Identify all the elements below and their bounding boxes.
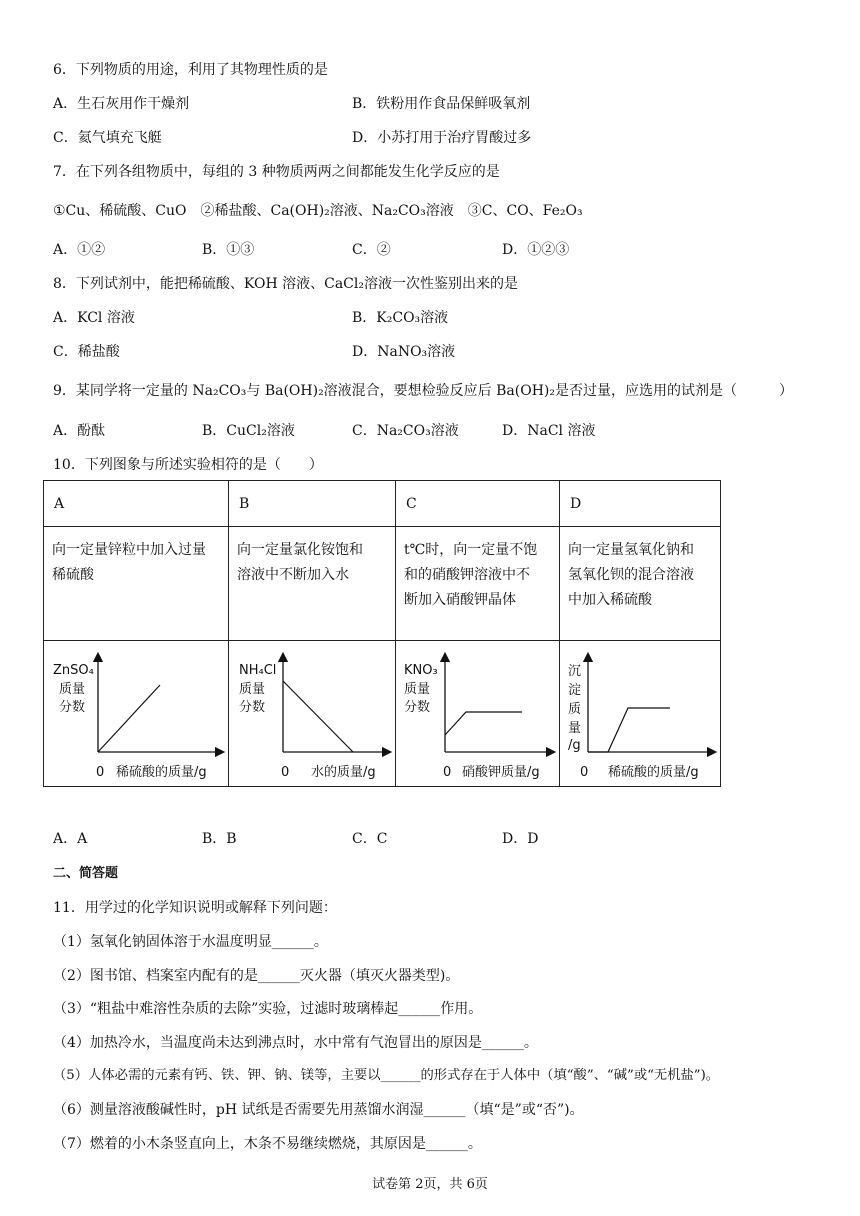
graph-d-xlabel: 稀硫酸的质量/g	[608, 765, 699, 780]
q8-option-b: B．K₂CO₃溶液	[352, 310, 449, 326]
graph-b-origin: 0	[281, 765, 290, 780]
graph-b-ylabel-2: 质量	[239, 682, 266, 697]
q10-graph-b	[229, 641, 396, 787]
graph-d-ylabel-3: 质	[568, 702, 582, 717]
q11-item-7: （7）燃着的小木条竖直向上，木条不易继续燃烧，其原因是______。	[53, 1136, 482, 1152]
q10-table	[43, 480, 721, 787]
graph-c-ylabel-2: 质量	[404, 682, 431, 697]
q6-stem: 6．下列物质的用途，利用了其物理性质的是	[53, 62, 328, 78]
q6-option-a: A．生石灰用作干燥剂	[53, 96, 190, 112]
q10-header-b: B	[229, 481, 396, 527]
graph-a-ylabel-2: 质量	[59, 682, 86, 697]
q6-option-c: C．氦气填充飞艇	[53, 130, 162, 146]
q10-desc-b: 向一定量氯化铵饱和 溶液中不断加入水	[229, 527, 396, 641]
q11-item-2: （2）图书馆、档案室内配有的是______灭火器（填灭火器类型)。	[53, 968, 460, 984]
graph-a-xlabel: 稀硫酸的质量/g	[116, 765, 207, 780]
q7-groups: ①Cu、稀硫酸、CuO ②稀盐酸、Ca(OH)₂溶液、Na₂CO₃溶液 ③C、CO、Fe₂O₃	[53, 203, 583, 219]
q7-option-c: C．②	[352, 242, 391, 258]
q11-item-1: （1）氢氧化钠固体溶于水温度明显______。	[53, 934, 328, 950]
q11-item-6: （6）测量溶液酸碱性时，pH 试纸是否需要先用蒸馏水润湿______（填“是”或“否”)。	[53, 1102, 584, 1118]
graph-d-curve	[588, 708, 670, 752]
graph-c-origin: 0	[443, 765, 452, 780]
q7-option-a: A．①②	[53, 242, 106, 258]
graph-d-ylabel-4: 量	[568, 721, 582, 736]
q10-desc-a: 向一定量锌粒中加入过量 稀硫酸	[44, 527, 229, 641]
q9-stem: 9．某同学将一定量的 Na₂CO₃与 Ba(OH)₂溶液混合，要想检验反应后 Ba(OH)₂是否过量，应选用的试剂是（ ）	[53, 383, 793, 399]
q10-stem: 10．下列图象与所述实验相符的是（ ）	[53, 457, 323, 473]
graph-d-ylabel-2: 淀	[568, 683, 582, 698]
q7-option-b: B．①③	[202, 242, 255, 258]
q9-option-a: A．酚酞	[53, 423, 106, 439]
graph-b-curve	[283, 681, 353, 752]
graph-b-ylabel-1: NH₄Cl	[239, 663, 277, 678]
q6-option-b: B．铁粉用作食品保鲜吸氧剂	[352, 96, 531, 112]
q10-option-d: D．D	[502, 831, 539, 847]
q8-option-a: A．KCl 溶液	[53, 310, 135, 326]
page-footer: 试卷第 2页，共 6页	[372, 1177, 488, 1192]
graph-b-ylabel-3: 分数	[239, 700, 266, 715]
q10-graph-c	[396, 641, 560, 787]
graph-a-curve	[98, 685, 160, 752]
graph-a-ylabel-1: ZnSO₄	[53, 663, 94, 678]
q10-graph-a	[44, 641, 229, 787]
q10-desc-d: 向一定量氢氧化钠和 氢氧化钡的混合溶液 中加入稀硫酸	[560, 527, 721, 641]
graph-c-ylabel-1: KNO₃	[404, 663, 438, 678]
graph-b-xlabel: 水的质量/g	[311, 765, 376, 780]
q8-option-c: C．稀盐酸	[53, 344, 120, 360]
q8-stem: 8．下列试剂中，能把稀硫酸、KOH 溶液、CaCl₂溶液一次性鉴别出来的是	[53, 276, 518, 292]
graph-d-ylabel-5: /g	[568, 738, 581, 753]
q9-option-c: C．Na₂CO₃溶液	[352, 423, 459, 439]
q11-item-5: （5）人体必需的元素有钙、铁、钾、钠、镁等，主要以______的形式存在于人体中（填“酸”、“碱”或“无机盐”)。	[53, 1068, 720, 1083]
q8-option-d: D．NaNO₃溶液	[352, 344, 456, 360]
graph-a-ylabel-3: 分数	[59, 700, 86, 715]
q10-option-a: A．A	[53, 831, 88, 847]
graph-c-curve	[445, 712, 522, 735]
q10-option-c: C．C	[352, 831, 388, 847]
graph-a-origin: 0	[96, 765, 105, 780]
q11-item-3: （3）“粗盐中难溶性杂质的去除”实验，过滤时玻璃棒起______作用。	[53, 1001, 483, 1017]
graph-c-xlabel: 硝酸钾质量/g	[462, 765, 540, 780]
q10-header-c: C	[396, 481, 560, 527]
q7-option-d: D．①②③	[502, 242, 570, 258]
q10-header-d: D	[560, 481, 721, 527]
q10-option-b: B．B	[202, 831, 237, 847]
graph-d-origin: 0	[580, 765, 589, 780]
q11-item-4: （4）加热冷水，当温度尚未达到沸点时，水中常有气泡冒出的原因是______。	[53, 1035, 538, 1051]
section-title: 二、简答题	[53, 866, 119, 881]
graph-d-ylabel-1: 沉	[568, 664, 582, 679]
q9-option-d: D．NaCl 溶液	[502, 423, 596, 439]
q9-option-b: B．CuCl₂溶液	[202, 423, 295, 439]
q10-header-a: A	[44, 481, 229, 527]
q6-option-d: D．小苏打用于治疗胃酸过多	[352, 130, 532, 146]
q10-graph-d	[560, 641, 721, 787]
q7-stem: 7．在下列各组物质中，每组的 3 种物质两两之间都能发生化学反应的是	[53, 164, 500, 180]
q11-stem: 11．用学过的化学知识说明或解释下列问题：	[53, 900, 337, 916]
q10-desc-c: t℃时，向一定量不饱 和的硝酸钾溶液中不 断加入硝酸钾晶体	[396, 527, 560, 641]
graph-c-ylabel-3: 分数	[404, 700, 431, 715]
